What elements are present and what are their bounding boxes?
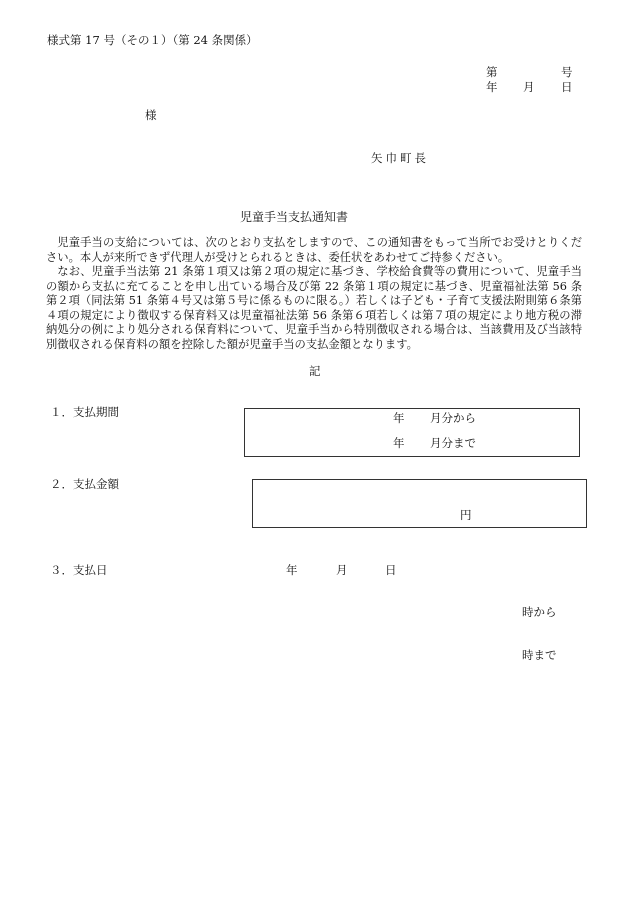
form-number: 様式第 17 号（その１）（第 24 条関係） xyxy=(47,33,258,47)
period-to-month: 月分まで xyxy=(430,436,476,450)
payment-amount-box xyxy=(252,479,587,528)
payment-period-label: １．支払期間 xyxy=(50,405,119,419)
payment-amount-label: ２．支払金額 xyxy=(50,477,119,491)
payment-date-month: 月 xyxy=(336,563,348,577)
document-number-suffix: 号 xyxy=(561,65,573,79)
notice-paragraph-2: なお、児童手当法第 21 条第１項又は第２項の規定に基づき、学校給食費等の費用について、児童手当の額から支払に充てることを申し出ている場合及び第 22 条第１項の規定に基づき、児童福祉法第 56 条第２項（同法第 51 条第４号又は第５号に係るものに限る。）若しくは子ども・子育て支援法附則第６条第４項の規定により徴収する保育料又は児童福祉法第 56 条第６項若しくは第７項の規定により地方税の滞納処分の例により処分される保育料について、児童手当から特別徴収される場合は、当該費用及び当該特別徴収される保育料の額を控除した額が児童手当の支払金額となります。 xyxy=(46,265,582,351)
notice-body xyxy=(46,236,582,352)
notice-paragraph-1: 児童手当の支給については、次のとおり支払をしますので、この通知書をもって当所でお受けとりください。本人が来所できず代理人が受けとられるときは、委任状をあわせてご持参ください。 xyxy=(46,236,582,264)
payment-time-to: 時まで xyxy=(522,648,557,662)
issue-date-month: 月 xyxy=(523,80,535,94)
period-from-month: 月分から xyxy=(430,411,476,425)
payment-date-year: 年 xyxy=(286,563,298,577)
addressee-honorific: 様 xyxy=(145,108,157,122)
payment-date-label: ３．支払日 xyxy=(50,563,108,577)
payment-date-day: 日 xyxy=(385,563,397,577)
document-number-prefix: 第 xyxy=(486,65,498,79)
issue-date-year: 年 xyxy=(486,80,498,94)
period-to-year: 年 xyxy=(393,436,405,450)
ki-heading: 記 xyxy=(309,364,321,378)
payment-period-box xyxy=(244,408,580,457)
document-title: 児童手当支払通知書 xyxy=(240,210,349,224)
amount-unit: 円 xyxy=(460,508,472,522)
payment-time-from: 時から xyxy=(522,605,557,619)
issue-date-day: 日 xyxy=(561,80,573,94)
period-from-year: 年 xyxy=(393,411,405,425)
issuer-name: 矢巾町長 xyxy=(371,151,429,165)
